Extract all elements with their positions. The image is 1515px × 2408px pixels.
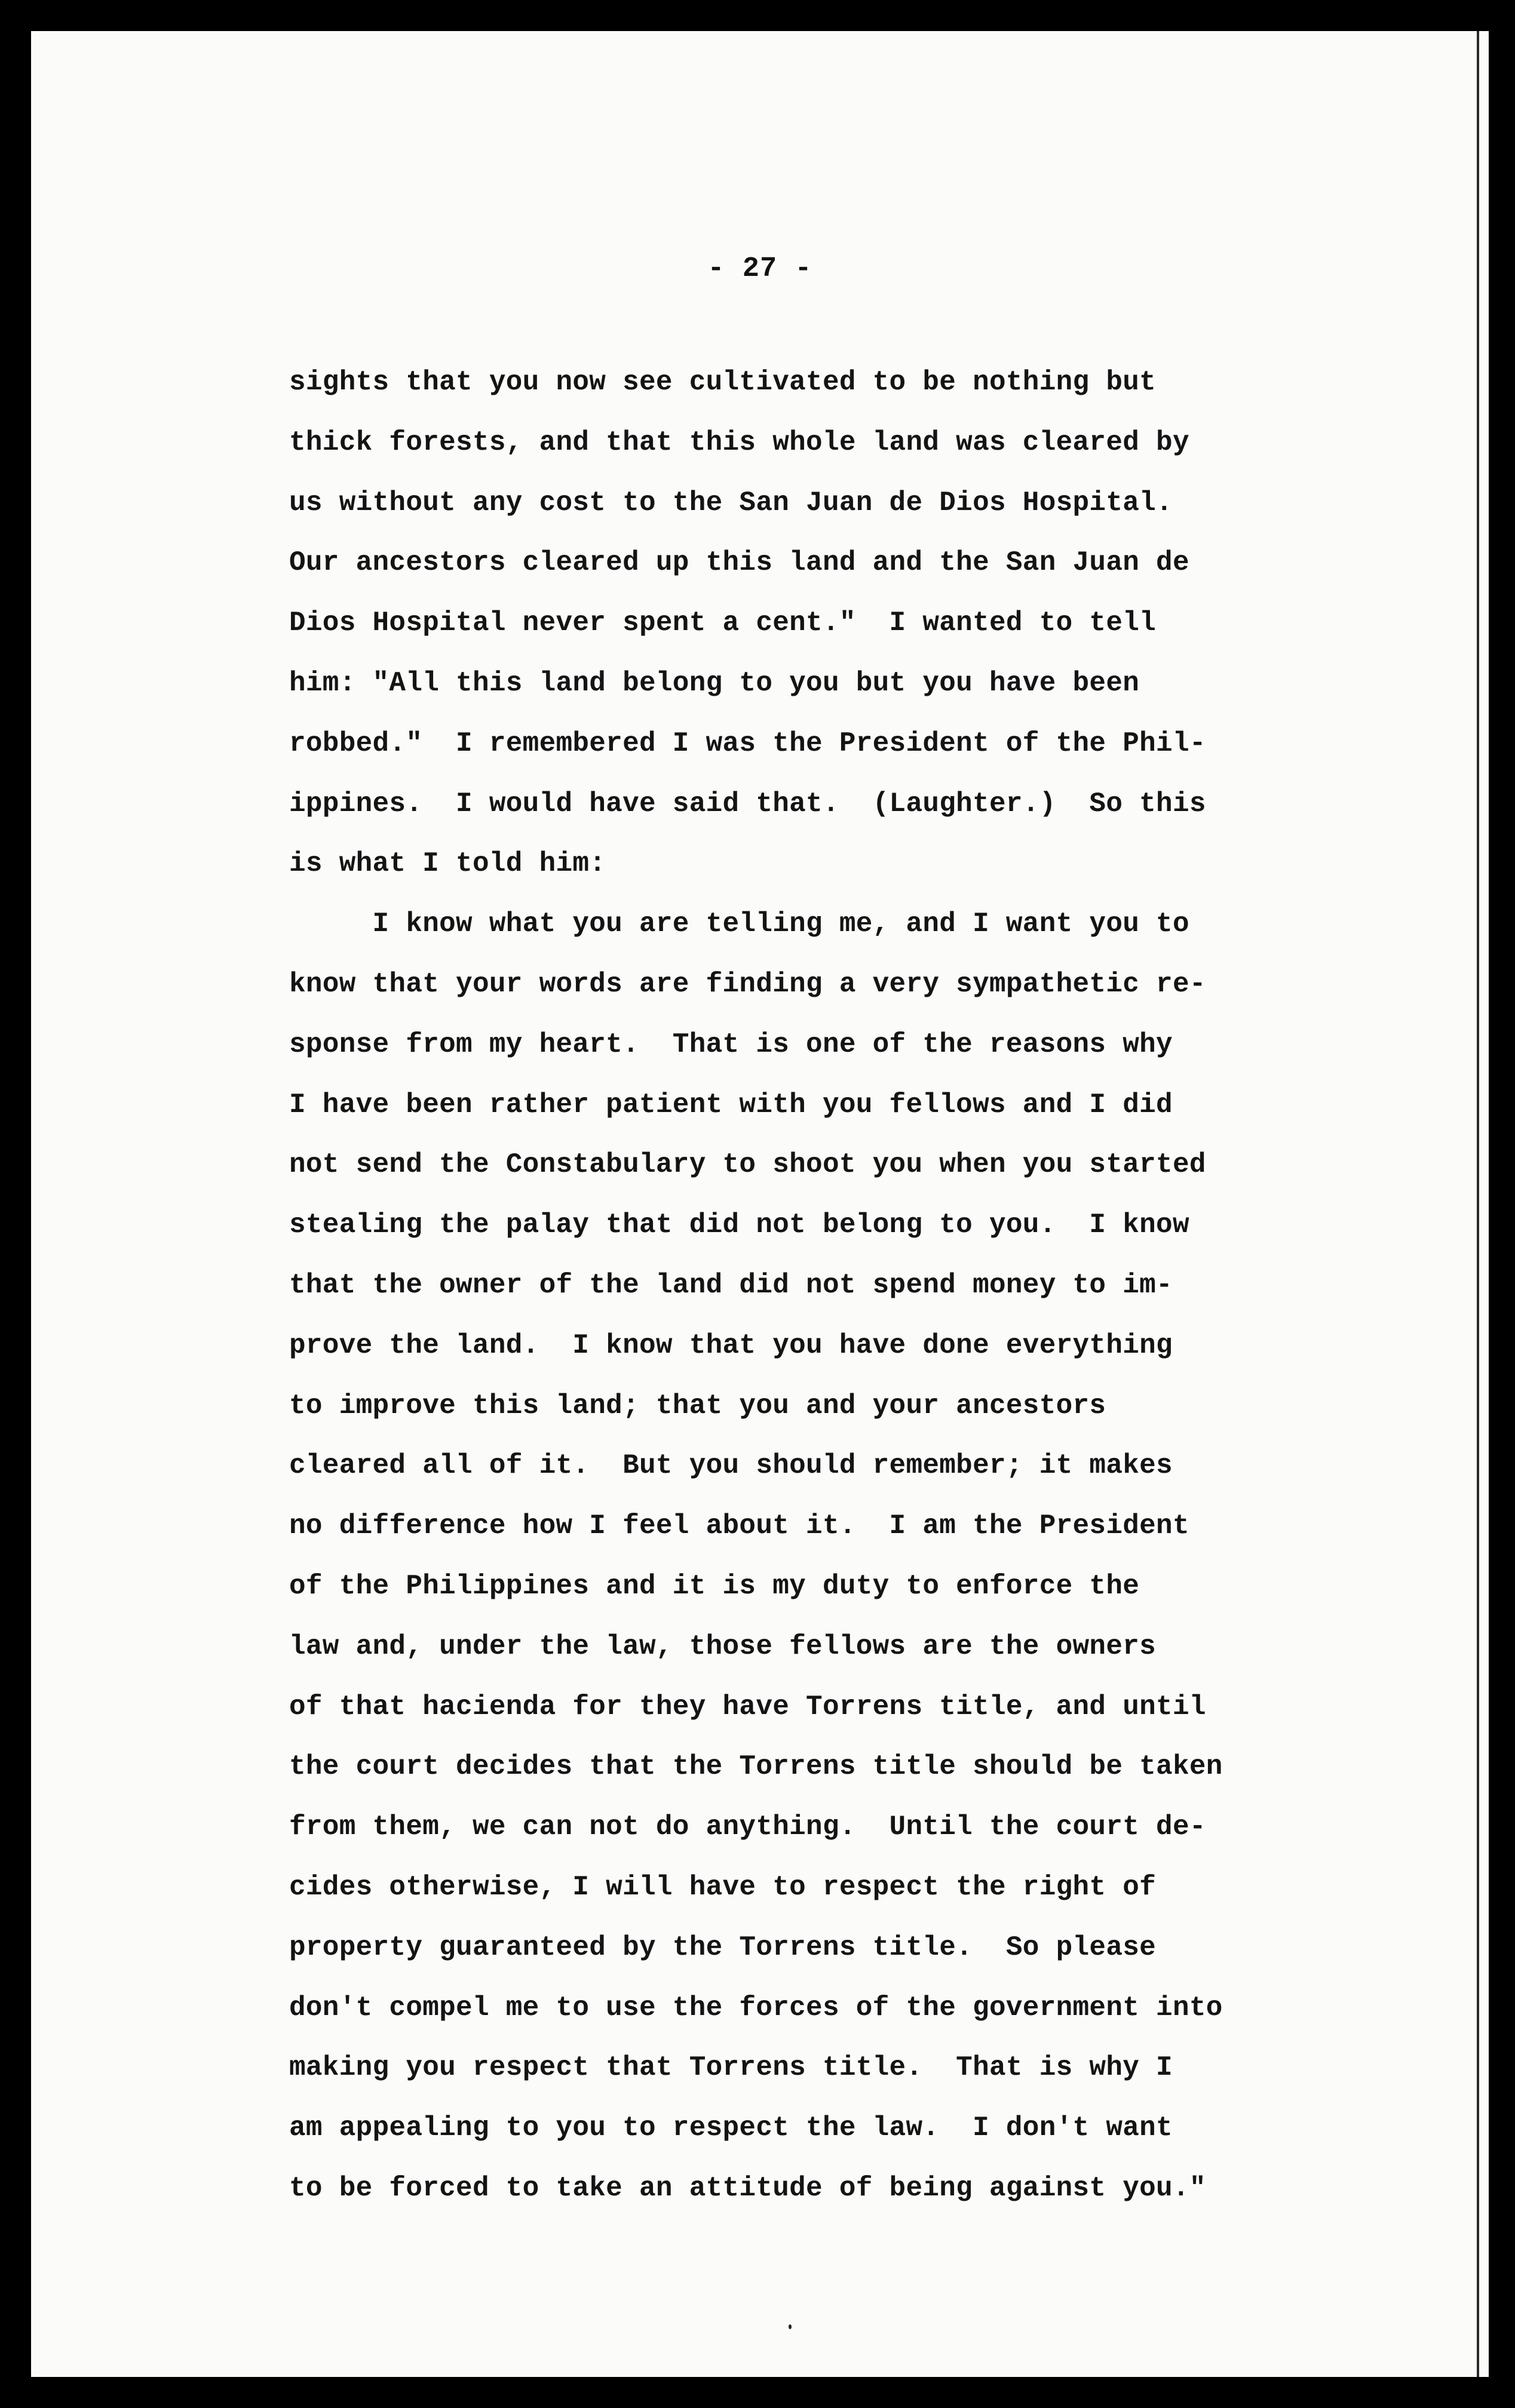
text-line: sponse from my heart. That is one of the reasons why bbox=[289, 1028, 1173, 1060]
text-line: I know what you are telling me, and I want you to bbox=[289, 908, 1189, 940]
text-line: law and, under the law, those fellows are the owners bbox=[289, 1630, 1157, 1662]
document-page bbox=[31, 31, 1489, 2377]
text-line: making you respect that Torrens title. That is why I bbox=[289, 2052, 1173, 2084]
text-line: to be forced to take an attitude of being against you." bbox=[289, 2172, 1206, 2204]
text-line: ippines. I would have said that. (Laughter.) So this bbox=[289, 788, 1206, 819]
text-line: prove the land. I know that you have done everything bbox=[289, 1329, 1173, 1361]
text-line: stealing the palay that did not belong to you. I know bbox=[289, 1209, 1189, 1241]
text-line: of the Philippines and it is my duty to enforce the bbox=[289, 1570, 1140, 1602]
text-line: is what I told him: bbox=[289, 848, 606, 880]
text-line: robbed." I remembered I was the President of the Phil- bbox=[289, 727, 1206, 759]
text-line: from them, we can not do anything. Until the court de- bbox=[289, 1811, 1206, 1843]
text-line: that the owner of the land did not spend money to im- bbox=[289, 1269, 1173, 1301]
text-line: cides otherwise, I will have to respect the right of bbox=[289, 1871, 1157, 1903]
text-line: to improve this land; that you and your ancestors bbox=[289, 1390, 1106, 1421]
text-line: us without any cost to the San Juan de Dios Hospital. bbox=[289, 487, 1173, 518]
text-line: thick forests, and that this whole land was cleared by bbox=[289, 426, 1189, 458]
text-line: know that your words are finding a very sympathetic re- bbox=[289, 968, 1206, 1000]
text-line: the court decides that the Torrens title should be taken bbox=[289, 1751, 1223, 1783]
text-line: I have been rather patient with you fellows and I did bbox=[289, 1089, 1173, 1120]
text-line: him: "All this land belong to you but you have been bbox=[289, 667, 1140, 699]
text-line: don't compel me to use the forces of the government into bbox=[289, 1992, 1223, 2023]
text-line: Dios Hospital never spent a cent." I wanted to tell bbox=[289, 607, 1157, 639]
page-number: - 27 - bbox=[707, 253, 812, 285]
text-line: not send the Constabulary to shoot you when you started bbox=[289, 1149, 1206, 1181]
text-line: of that hacienda for they have Torrens title, and until bbox=[289, 1691, 1206, 1722]
scan-speck bbox=[789, 2324, 792, 2329]
text-line: sights that you now see cultivated to be nothing but bbox=[289, 367, 1157, 398]
text-line: cleared all of it. But you should remember; it makes bbox=[289, 1450, 1173, 1482]
page-edge-line bbox=[1477, 31, 1479, 2377]
text-line: property guaranteed by the Torrens title. So please bbox=[289, 1931, 1157, 1963]
text-line: am appealing to you to respect the law. I don't want bbox=[289, 2112, 1173, 2144]
body-text bbox=[289, 352, 1364, 2219]
text-line: no difference how I feel about it. I am the President bbox=[289, 1510, 1189, 1542]
text-line: Our ancestors cleared up this land and the San Juan de bbox=[289, 547, 1189, 579]
